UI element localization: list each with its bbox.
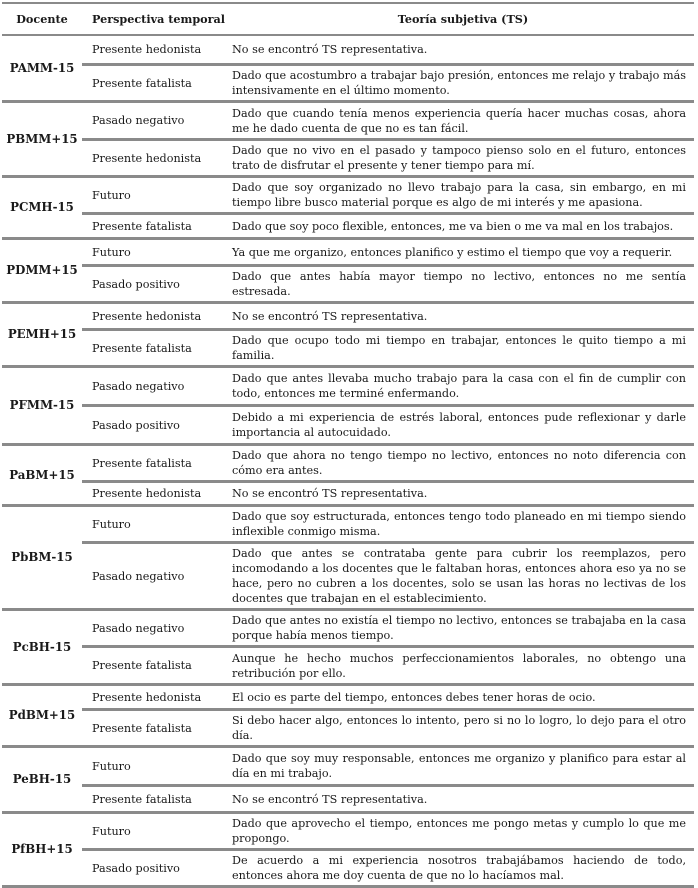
docente-group	[2, 178, 694, 240]
perspectiva-cell: Presente hedonista	[92, 151, 202, 165]
table-row	[82, 480, 694, 504]
perspectiva-cell: Presente fatalista	[92, 792, 192, 806]
table-row	[82, 784, 694, 811]
table-header	[2, 2, 694, 36]
table-row	[82, 240, 694, 264]
perspectiva-rows	[82, 304, 694, 365]
table-row	[82, 404, 694, 443]
teoria-cell: No se encontró TS representativa.	[232, 792, 428, 806]
perspectiva-cell: Futuro	[92, 517, 131, 531]
teoria-cell: No se encontró TS representativa.	[232, 309, 428, 323]
perspectiva-cell: Pasado negativo	[92, 621, 185, 635]
docente-code: PcBH-15	[12, 639, 72, 654]
docente-group	[2, 507, 694, 611]
table-row	[82, 328, 694, 365]
perspectiva-rows	[82, 748, 694, 811]
table-row	[82, 446, 694, 480]
perspectiva-cell: Futuro	[92, 824, 131, 838]
teoria-cell: Dado que ahora no tengo tiempo no lectivo, entonces no noto diferencia con cómo era antes.	[232, 449, 686, 477]
perspectiva-rows	[82, 36, 694, 100]
table-row	[82, 368, 694, 404]
header-teoria: Teoría subjetiva (TS)	[397, 11, 529, 26]
teoria-cell: Dado que soy organizado no llevo trabajo para la casa, sin embargo, en mi tiempo libre busco material porque es algo de mi interés y me apasiona.	[232, 181, 686, 209]
teoria-cell: Dado que antes había mayor tiempo no lectivo, entonces no me sentía estresada.	[232, 270, 686, 298]
table-row	[82, 541, 694, 608]
perspectiva-cell: Pasado positivo	[92, 418, 180, 432]
teoria-cell: El ocio es parte del tiempo, entonces debes tener horas de ocio.	[232, 690, 596, 704]
docente-code: PdBM+15	[8, 708, 76, 722]
table-row	[82, 686, 694, 708]
docente-group	[2, 748, 694, 814]
table-row	[82, 848, 694, 885]
perspectiva-cell: Pasado negativo	[92, 379, 185, 393]
docente-group	[2, 686, 694, 748]
docente-group	[2, 36, 694, 103]
table-body	[2, 36, 694, 888]
docente-code: PfBH+15	[11, 842, 73, 856]
docente-group	[2, 446, 694, 507]
docente-group	[2, 368, 694, 446]
docente-code: PaBM+15	[9, 467, 75, 482]
teoria-cell: Dado que acostumbro a trabajar bajo presión, entonces me relajo y trabajo más intensivamente en el último momento.	[232, 69, 686, 97]
teoria-cell: Ya que me organizo, entonces planifico y estimo el tiempo que voy a requerir.	[232, 245, 673, 259]
perspectiva-cell: Presente fatalista	[92, 721, 192, 735]
docente-code: PEMH+15	[7, 327, 77, 341]
table-row	[82, 814, 694, 848]
table-row	[82, 264, 694, 301]
perspectiva-cell: Presente fatalista	[92, 456, 192, 470]
perspectiva-cell: Presente hedonista	[92, 487, 202, 500]
perspectiva-cell: Pasado positivo	[92, 861, 180, 875]
table-row	[82, 748, 694, 784]
docente-code: PAMM-15	[9, 60, 75, 75]
docente-code: PDMM+15	[6, 263, 78, 277]
teoria-cell: Dado que no vivo en el pasado y tampoco pienso solo en el futuro, entonces trato de disfrutar el presente y tener tiempo para mí.	[232, 144, 686, 172]
teoria-cell: Si debo hacer algo, entonces lo intento, pero si no lo logro, lo dejo para el otro día.	[232, 714, 686, 742]
table-row	[82, 103, 694, 138]
perspectiva-rows	[82, 814, 694, 885]
teoria-cell: No se encontró TS representativa.	[232, 43, 428, 56]
table-row	[82, 212, 694, 237]
teoria-cell: Aunque he hecho muchos perfeccionamientos laborales, no obtengo una retribución por ello.	[232, 651, 686, 680]
teoria-subjetiva-table	[2, 2, 694, 888]
teoria-cell: No se encontró TS representativa.	[232, 487, 428, 500]
perspectiva-rows	[82, 611, 694, 683]
table-row	[82, 611, 694, 645]
table-row	[82, 138, 694, 175]
perspectiva-rows	[82, 507, 694, 608]
perspectiva-cell: Futuro	[92, 245, 131, 259]
header-perspectiva: Perspectiva temporal	[92, 11, 226, 26]
table-row	[82, 63, 694, 100]
teoria-cell: Dado que soy estructurada, entonces tengo todo planeado en mi tiempo siendo inflexible conmigo misma.	[232, 510, 686, 538]
perspectiva-cell: Futuro	[92, 759, 131, 773]
perspectiva-rows	[82, 103, 694, 175]
docente-group	[2, 240, 694, 304]
docente-code: PbBM-15	[11, 550, 73, 564]
perspectiva-rows	[82, 686, 694, 745]
docente-code: PBMM+15	[6, 131, 78, 146]
teoria-cell: Dado que antes se contrataba gente para cubrir los reemplazos, pero incomodando a los docentes que le faltaban horas, entonces ahora eso ya no se hace, pero no cubren a los docentes, solo se usan las horas no lectivas de los docentes que trabajan en el establecimiento.	[232, 547, 686, 605]
docente-group	[2, 611, 694, 686]
teoria-cell: Debido a mi experiencia de estrés laboral, entonces pude reflexionar y darle importancia al autocuidado.	[232, 411, 686, 439]
docente-code: PCMH-15	[10, 200, 74, 214]
perspectiva-cell: Pasado negativo	[92, 569, 185, 583]
docente-group	[2, 304, 694, 368]
table-row	[82, 36, 694, 63]
teoria-cell: Dado que antes llevaba mucho trabajo para la casa con el fin de cumplir con todo, entonces me terminé enfermando.	[232, 372, 686, 400]
teoria-cell: Dado que cuando tenía menos experiencia quería hacer muchas cosas, ahora me he dado cuenta de que no es tan fácil.	[232, 106, 686, 135]
perspectiva-cell: Pasado negativo	[92, 114, 185, 127]
header-docente: Docente	[16, 11, 68, 26]
perspectiva-cell: Futuro	[92, 188, 131, 202]
table-row	[82, 708, 694, 745]
docente-group	[2, 814, 694, 888]
docente-group	[2, 103, 694, 178]
perspectiva-rows	[82, 178, 694, 237]
docente-code: PFMM-15	[9, 398, 75, 412]
teoria-cell: Dado que ocupo todo mi tiempo en trabajar, entonces le quito tiempo a mi familia.	[232, 334, 686, 362]
teoria-cell: Dado que soy muy responsable, entonces me organizo y planifico para estar al día en mi trabajo.	[232, 752, 686, 780]
perspectiva-cell: Pasado positivo	[92, 277, 180, 291]
perspectiva-rows	[82, 446, 694, 504]
table-row	[82, 304, 694, 328]
perspectiva-cell: Presente fatalista	[92, 76, 192, 90]
perspectiva-rows	[82, 368, 694, 443]
perspectiva-rows	[82, 240, 694, 301]
teoria-cell: De acuerdo a mi experiencia nosotros trabajábamos haciendo de todo, entonces ahora me doy cuenta de que no lo hacíamos mal.	[232, 854, 686, 882]
table-row	[82, 178, 694, 212]
teoria-cell: Dado que antes no existía el tiempo no lectivo, entonces se trabajaba en la casa porque había menos tiempo.	[232, 614, 686, 642]
perspectiva-cell: Presente hedonista	[92, 690, 202, 704]
perspectiva-cell: Presente fatalista	[92, 219, 192, 233]
teoria-cell: Dado que soy poco flexible, entonces, me va bien o me va mal en los trabajos.	[232, 219, 674, 233]
table-row	[82, 507, 694, 541]
teoria-cell: Dado que aprovecho el tiempo, entonces me pongo metas y cumplo lo que me propongo.	[232, 817, 686, 845]
docente-code: PeBH-15	[12, 772, 72, 786]
perspectiva-cell: Presente fatalista	[92, 659, 192, 672]
perspectiva-cell: Presente hedonista	[92, 309, 202, 323]
table-row	[82, 645, 694, 683]
perspectiva-cell: Presente fatalista	[92, 341, 192, 355]
perspectiva-cell: Presente hedonista	[92, 43, 202, 56]
